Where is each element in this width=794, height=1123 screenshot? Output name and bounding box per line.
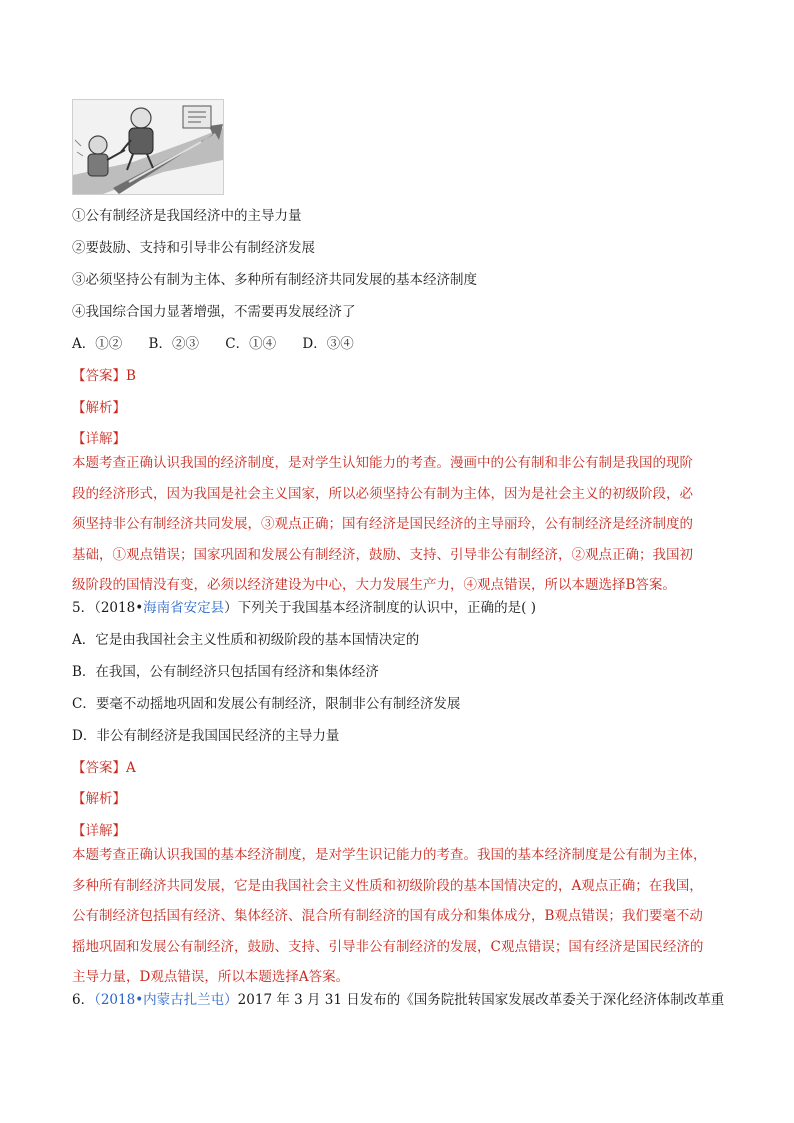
q5-stem-text: ）下列关于我国基本经济制度的认识中，正确的是( ) [224, 600, 536, 616]
statement-2: ②要鼓励、支持和引导非公有制经济发展 [72, 240, 315, 256]
q5-analysis-label: 【解析】 [72, 791, 126, 807]
q4-option-d: D．③④ [302, 336, 354, 352]
statement-3: ③必须坚持公有制为主体、多种所有制经济共同发展的基本经济制度 [72, 272, 477, 288]
q6-stem-text: 2017 年 3 月 31 日发布的《国务院批转国家发展改革委关于深化经济体制改革重 [237, 992, 725, 1008]
q5-answer-value: A [126, 760, 136, 776]
q4-detail-label: 【详解】 [72, 431, 126, 447]
q4-detail-line: 级阶段的国情没有变，必须以经济建设为中心，大力发展生产力，④观点错误，所以本题选择B答案。 [72, 577, 676, 593]
q5-number: 5．（ [72, 600, 101, 616]
q4-answer-label: 【答案】 [72, 368, 126, 384]
q5-stem [72, 598, 536, 618]
q5-option-b: B．在我国，公有制经济只包括国有经济和集体经济 [72, 664, 379, 680]
q5-year: 2018• [100, 600, 144, 616]
cartoon-image [72, 99, 224, 195]
q5-detail-line: 公有制经济包括国有经济、集体经济、混合所有制经济的国有成分和集体成分，B观点错误；我们要毫不动 [72, 908, 703, 924]
q6-stem [72, 990, 724, 1010]
q4-option-a: A．①② [72, 336, 123, 352]
q4-answer-value: B [126, 368, 136, 384]
q4-detail-text [72, 448, 724, 601]
q4-option-b: B．②③ [148, 336, 199, 352]
q5-detail-line: 摇地巩固和发展公有制经济，鼓励、支持、引导非公有制经济的发展，C观点错误；国有经济是国民经济的 [72, 938, 704, 955]
q4-options [72, 334, 376, 354]
q4-detail-line: 须坚持非公有制经济共同发展，③观点正确；国有经济是国民经济的主导丽玲，公有制经济是经济制度的 [72, 516, 693, 532]
q5-option-c: C．要毫不动摇地巩固和发展公有制经济，限制非公有制经济发展 [72, 696, 461, 712]
q5-option-d: D．非公有制经济是我国国民经济的主导力量 [72, 728, 340, 744]
q5-answer-label: 【答案】 [72, 760, 126, 776]
q5-detail-text [72, 840, 724, 993]
q5-detail-line: 主导力量，D观点错误，所以本题选择A答案。 [72, 969, 350, 985]
q4-detail-line: 本题考查正确认识我国的经济制度，是对学生认知能力的考查。漫画中的公有制和非公有制是我国的现阶 [72, 455, 693, 471]
q4-option-c: C．①④ [225, 336, 277, 352]
statement-1: ①公有制经济是我国经济中的主导力量 [72, 208, 302, 224]
q6-source-link[interactable]: （2018•内蒙古扎兰屯） [94, 992, 238, 1008]
q4-analysis-label: 【解析】 [72, 400, 126, 416]
q4-detail-line: 段的经济形式，因为我国是社会主义国家，所以必须坚持公有制为主体，因为是社会主义的初级阶段，必 [72, 485, 693, 502]
q4-answer [72, 366, 136, 386]
q5-region-link[interactable]: 海南省安定县 [143, 600, 225, 616]
cartoon-public-ownership-icon [73, 100, 223, 194]
q5-detail-line: 本题考查正确认识我国的基本经济制度，是对学生识记能力的考查。我国的基本经济制度是公有制为主体， [72, 847, 707, 863]
statement-4: ④我国综合国力显著增强，不需要再发展经济了 [72, 304, 356, 320]
q4-detail-line: 基础，①观点错误；国家巩固和发展公有制经济，鼓励、支持、引导非公有制经济，②观点正确；我国初 [72, 546, 693, 563]
q5-detail-label: 【详解】 [72, 823, 126, 839]
q5-option-a: A．它是由我国社会主义性质和初级阶段的基本国情决定的 [72, 632, 420, 648]
q6-number: 6． [72, 992, 95, 1008]
q5-answer [72, 758, 136, 778]
q5-detail-line: 多种所有制经济共同发展，它是由我国社会主义性质和初级阶段的基本国情决定的，A观点正确；在我国， [72, 877, 703, 894]
